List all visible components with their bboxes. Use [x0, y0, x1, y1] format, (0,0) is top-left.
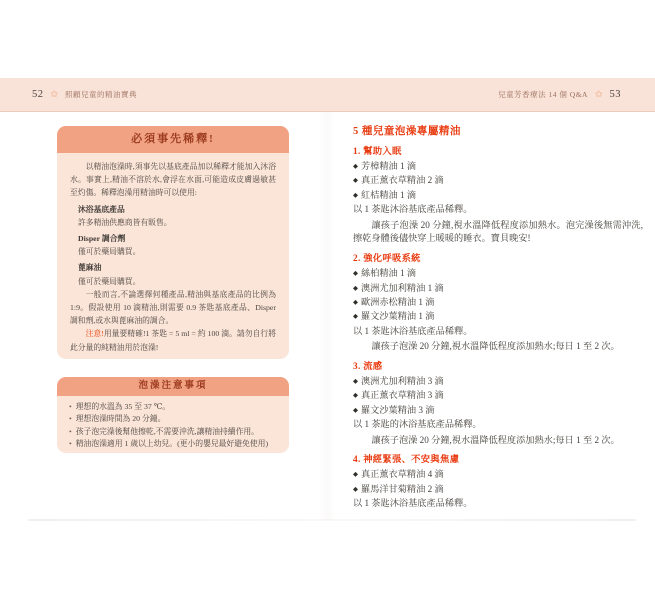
diamond-bullet-icon: ◆	[353, 471, 358, 479]
dilution-box-content	[57, 153, 289, 354]
running-title-right: 兒童芳香療法 14 個 Q&A	[498, 90, 588, 99]
product-item	[78, 261, 276, 287]
header-left	[32, 89, 137, 100]
recipe-section-sleep	[353, 145, 643, 246]
diamond-bullet-icon: ◆	[353, 191, 358, 199]
oil-item	[353, 189, 643, 203]
recipe-section-respiratory	[353, 252, 643, 354]
dilution-box-title: 必須事先稀釋!	[57, 126, 289, 153]
notice-text: 精油泡澡適用 1 歲以上幼兒。(更小的嬰兒最好避免使用)	[75, 439, 269, 449]
dilute-line: 以 1 茶匙的沐浴基底產品稀釋。	[353, 419, 482, 430]
bullet-dot-icon: •	[69, 439, 72, 449]
oil-item	[353, 296, 643, 310]
page-gutter-shadow	[318, 112, 336, 520]
oil-text: 真正薰衣草精油 2 滴	[361, 175, 444, 186]
oil-item	[353, 267, 643, 281]
oil-text: 羅馬洋甘菊精油 2 滴	[361, 483, 444, 494]
running-title-left: 照顧兒童的精油寶典	[65, 90, 138, 99]
diamond-bullet-icon: ◆	[353, 299, 358, 307]
product-name: 蓖麻油	[78, 263, 102, 273]
recipe-section-flu	[353, 360, 643, 447]
page-title: 5 種兒童泡澡專屬精油	[353, 126, 461, 137]
bath-notice-box	[57, 377, 289, 453]
bullet-dot-icon: •	[69, 402, 72, 411]
diamond-bullet-icon: ◆	[353, 270, 358, 278]
recipe-section-anxiety	[353, 453, 643, 510]
diamond-bullet-icon: ◆	[353, 392, 358, 400]
notice-bullet	[69, 426, 277, 438]
oil-text: 羅文沙葉精油 1 滴	[361, 311, 435, 322]
flower-icon: ✿	[594, 89, 603, 99]
oil-item	[353, 282, 643, 296]
page-bottom-edge	[28, 519, 636, 521]
page-number-left: 52	[32, 89, 44, 100]
notice-text: 理想的水溫為 35 至 37 ℃。	[75, 402, 171, 411]
diamond-bullet-icon: ◆	[353, 313, 358, 321]
section-heading: 4. 神經緊張、不安與焦慮	[353, 455, 460, 466]
page-number-right: 53	[609, 89, 621, 100]
product-item	[78, 203, 276, 229]
oil-text: 羅文沙葉精油 3 滴	[361, 404, 435, 415]
ratio-paragraph: 一般而言,不論選擇何種產品,精油與基底產品的比例為 1:9。假設使用 10 滴精油,則需要 0.9 茶匙基底產品、Disper 調和劑,或水與蓖麻油的調合。	[70, 289, 276, 326]
diamond-bullet-icon: ◆	[353, 378, 358, 386]
diamond-bullet-icon: ◆	[353, 485, 358, 493]
oil-item	[353, 389, 643, 403]
notice-bullet	[69, 438, 277, 450]
diamond-bullet-icon: ◆	[353, 163, 358, 170]
usage-note: 讓孩子泡澡 20 分鐘,視水溫降低程度添加熱水。泡完澡後無需沖洗,擦乾身體後儘快穿上暖暖的睡衣。寶貝晚安!	[353, 219, 643, 244]
oil-text: 絲柏精油 1 滴	[361, 268, 417, 279]
oil-item	[353, 160, 643, 174]
header-right	[498, 89, 621, 100]
oil-item	[353, 310, 643, 324]
product-name: 沐浴基底產品	[78, 204, 125, 214]
oil-text: 芳樟精油 1 滴	[361, 161, 417, 171]
bath-oils-column	[353, 125, 643, 511]
oil-item	[353, 468, 643, 482]
running-header	[0, 78, 655, 112]
oil-text: 紅桔精油 1 滴	[361, 189, 417, 200]
product-desc: 僅可於藥局購買。	[78, 247, 141, 257]
warning-label: 注意!	[85, 329, 104, 339]
warning-text: 用量要精確!1 茶匙 = 5 ml = 約 100 滴。請勿自行將此分量的純精油用於泡澡!	[70, 329, 276, 352]
notice-text: 孩子泡完澡後幫他擦乾,不需要沖洗,讓精油持續作用。	[75, 426, 259, 436]
product-item	[78, 232, 276, 258]
bullet-dot-icon: •	[69, 414, 72, 424]
oil-text: 真正薰衣草精油 3 滴	[361, 390, 444, 401]
oil-item	[353, 404, 643, 418]
dilute-line: 以 1 茶匙沐浴基底產品稀釋。	[353, 204, 473, 215]
flower-icon: ✿	[50, 89, 59, 99]
diamond-bullet-icon: ◆	[353, 284, 358, 292]
bath-notice-content	[57, 396, 289, 451]
section-heading: 1. 幫助入眠	[353, 147, 402, 157]
oil-text: 澳洲尤加利精油 1 滴	[361, 282, 444, 293]
dilution-info-box	[57, 126, 289, 359]
notice-bullet	[69, 401, 277, 413]
diamond-bullet-icon: ◆	[353, 177, 358, 185]
oil-text: 歐洲赤松精油 1 滴	[361, 297, 435, 308]
oil-item	[353, 375, 643, 389]
dilute-line: 以 1 茶匙沐浴基底產品稀釋。	[353, 325, 473, 336]
oil-item	[353, 483, 643, 497]
oil-text: 澳洲尤加利精油 3 滴	[361, 376, 444, 387]
dilute-line: 以 1 茶匙沐浴基底產品稀釋。	[353, 498, 473, 509]
product-desc: 僅可於藥局購買。	[78, 276, 141, 286]
bath-notice-title: 泡澡注意事項	[57, 377, 289, 396]
diamond-bullet-icon: ◆	[353, 406, 358, 414]
oil-text: 真正薰衣草精油 4 滴	[361, 469, 444, 480]
usage-note: 讓孩子泡澡 20 分鐘,視水溫降低程度添加熱水;每日 1 至 2 次。	[371, 434, 620, 445]
oil-item	[353, 174, 643, 188]
section-heading: 2. 強化呼吸系統	[353, 254, 421, 265]
notice-text: 理想泡澡時間為 20 分鐘。	[75, 414, 166, 424]
section-heading: 3. 流感	[353, 362, 383, 373]
product-desc: 許多精油供應商皆有販售。	[78, 217, 172, 227]
dilution-intro-paragraph: 以精油泡澡時,須事先以基底產品加以稀釋才能加入沐浴水。事實上,精油不溶於水,會浮在水面,可能造成皮膚過敏甚至灼傷。稀釋泡澡用精油時可以使用:	[70, 162, 276, 198]
warning-paragraph	[70, 327, 276, 353]
usage-note: 讓孩子泡澡 20 分鐘,視水溫降低程度添加熱水;每日 1 至 2 次。	[371, 341, 620, 352]
bullet-dot-icon: •	[69, 426, 72, 436]
product-name: Disper 調合劑	[78, 234, 126, 244]
notice-bullet	[69, 413, 277, 425]
